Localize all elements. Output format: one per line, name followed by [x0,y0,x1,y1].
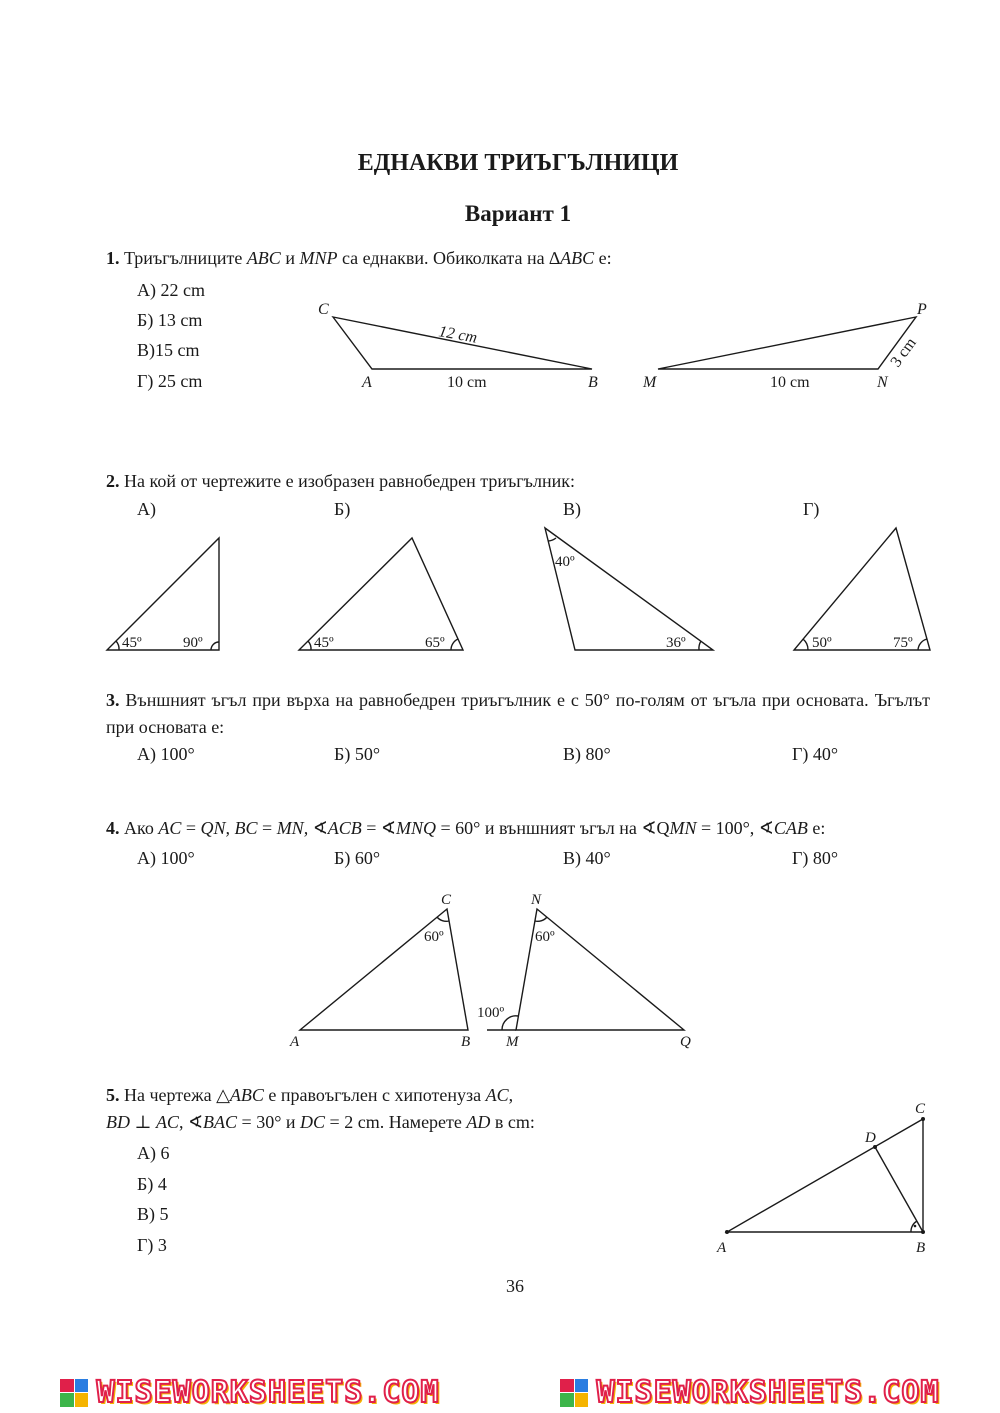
q1-option-d[interactable]: Г) 25 cm [137,371,203,391]
angle-label: 100º [477,1005,505,1021]
vertex-label-a: A [290,1034,300,1050]
vertex-label-m: M [506,1034,519,1050]
question-3-text: 3. Външният ъгъл при върха на равнобедрен триъгълник е с 50° по-голям от ъгъла при основата. Ъгълът при основата е: [106,690,931,737]
angle-label: 60º [535,929,555,945]
vertex-label-c: C [441,892,452,908]
q2-triangle-a [107,538,219,650]
vertex-label-b: B [461,1034,471,1050]
vertex-label-n: N [531,892,542,908]
watermark-badge-icon [560,1379,588,1407]
vertex-label-a: A [362,374,372,391]
q2-triangle-b [299,538,463,650]
q5-option-b[interactable]: Б) 4 [137,1174,167,1194]
angle-arc [211,642,219,650]
watermark-text: WISEWORKSHEETS.COM [596,1375,940,1410]
angle-arc [116,641,119,650]
side-label-cb: 12 cm [437,323,479,347]
angle-arc [451,639,458,650]
angle-arc [918,639,927,650]
angle-label: 75º [893,635,913,651]
question-4-text: 4. Ако AC = QN, BC = MN, ∢ACB = ∢MNQ = 60° и външният ъгъл на ∢QMN = 100°, ∢CAB е: [106,818,826,838]
angle-arc [699,641,701,650]
vertex-label-a: A [717,1240,727,1256]
side-label-np: 3 cm [887,334,920,371]
question-number: 3. [106,690,120,710]
angle-label: 45º [122,635,142,651]
watermark-text: WISEWORKSHEETS.COM [96,1375,440,1410]
q3-option-a[interactable]: А) 100° [137,744,195,764]
q1-option-a[interactable]: А) 22 cm [137,280,205,300]
q5-option-d[interactable]: Г) 3 [137,1235,167,1255]
angle-label: 40º [555,554,575,570]
q3-option-c[interactable]: В) 80° [563,744,611,764]
vertex-label-p: P [917,301,927,318]
vertex-label-n: N [877,374,888,391]
q4-option-b[interactable]: Б) 60° [334,848,381,868]
question-number: 1. [106,248,120,268]
question-number: 5. [106,1085,120,1105]
point-a [725,1230,729,1234]
angle-arc [535,917,547,921]
side-label-ab: 10 cm [447,374,487,391]
angle-arc [308,641,311,650]
vertex-label-d: D [865,1130,876,1146]
q3-option-d[interactable]: Г) 40° [792,744,839,764]
angle-label: 60º [424,929,444,945]
angle-label: 90º [183,635,203,651]
angle-label: 36º [666,635,686,651]
point-c [921,1117,925,1121]
angle-label: 50º [812,635,832,651]
q4-option-a[interactable]: А) 100° [137,848,195,868]
q2-option-b[interactable]: Б) [334,499,351,519]
q1-triangle-mnp [658,317,916,369]
q5-triangle-abc [727,1119,923,1232]
side-label-mn: 10 cm [770,374,810,391]
watermark-logo [560,1375,939,1410]
vertex-label-b: B [588,374,598,391]
page-title: ЕДНАКВИ ТРИЪГЪЛНИЦИ [357,150,679,176]
watermark-logo [60,1375,439,1410]
angle-arc [803,639,808,650]
angle-arc [437,917,449,921]
q1-option-b[interactable]: Б) 13 cm [137,310,203,330]
q2-option-d[interactable]: Г) [803,499,820,519]
q4-option-d[interactable]: Г) 80° [792,848,839,868]
angle-arc [548,538,556,541]
vertex-label-b: B [916,1240,926,1256]
point-b [921,1230,925,1234]
q2-option-a[interactable]: А) [137,499,156,519]
q3-option-b[interactable]: Б) 50° [334,744,381,764]
q4-option-c[interactable]: В) 40° [563,848,611,868]
q5-option-a[interactable]: А) 6 [137,1143,170,1163]
question-5-line-2: BD ⊥ AC, ∢BAC = 30° и DC = 2 cm. Намерете AD в cm: [106,1112,535,1132]
angle-arc [502,1016,518,1030]
angle-label: 65º [425,635,445,651]
watermark-footer [0,1372,1000,1413]
q2-triangle-g [794,528,930,650]
question-1-text: 1. Триъгълниците ABC и MNP са еднакви. Обиколката на ∆ABC е: [106,248,612,268]
right-angle-dot [914,1225,917,1228]
vertex-label-q: Q [680,1034,691,1050]
question-5-line-1: 5. На чертежа △ABC е правоъгълен с хипотенуза AC, [106,1085,514,1105]
q1-option-c[interactable]: В)15 cm [137,340,200,360]
vertex-label-c: C [318,301,329,318]
vertex-label-c: C [915,1101,926,1117]
question-number: 2. [106,471,120,491]
watermark-badge-icon [60,1379,88,1407]
q2-option-c[interactable]: В) [563,499,581,519]
variant-title: Вариант 1 [464,201,572,226]
vertex-label-m: M [643,374,657,391]
q4-triangle-mnq [516,909,684,1030]
q4-triangle-abc [300,909,468,1030]
question-2-text: 2. На кой от чертежите е изобразен равнобедрен триъгълник: [106,471,575,491]
angle-label: 45º [314,635,334,651]
q2-triangle-v [545,528,713,650]
altitude-bd [875,1147,923,1232]
q5-option-c[interactable]: В) 5 [137,1204,169,1224]
page-number: 36 [506,1276,524,1296]
question-number: 4. [106,818,120,838]
